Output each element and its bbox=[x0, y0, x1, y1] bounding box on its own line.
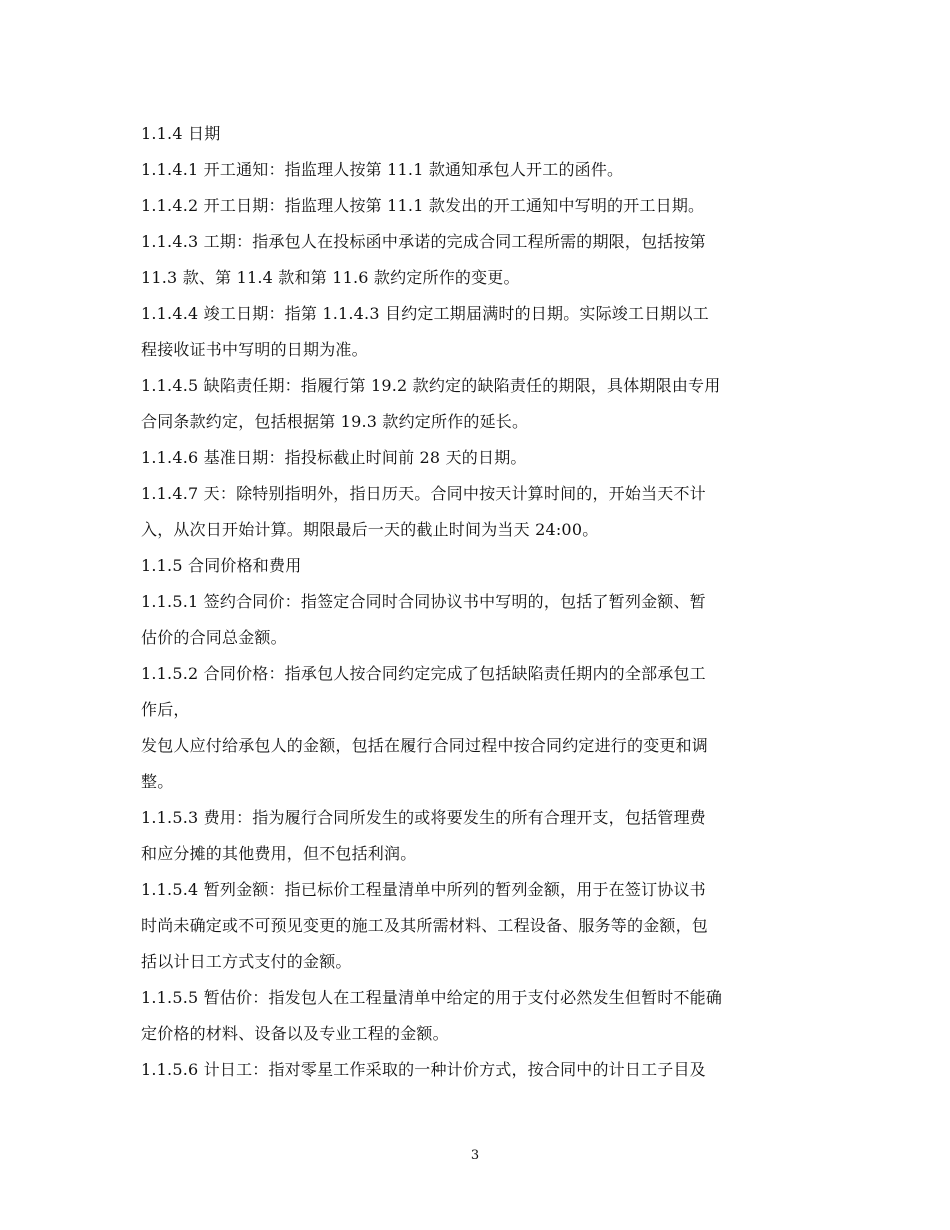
text-line: 1.1.5.5 暂估价：指发包人在工程量清单中给定的用于支付必然发生但暂时不能确 bbox=[141, 988, 723, 1007]
text-line: 作后， bbox=[141, 700, 190, 719]
text-line: 1.1.4.2 开工日期：指监理人按第 11.1 款发出的开工通知中写明的开工日期。 bbox=[141, 196, 705, 215]
text-line: 1.1.4.7 天：除特别指明外，指日历天。合同中按天计算时间的，开始当天不计 bbox=[141, 484, 706, 503]
text-line: 和应分摊的其他费用，但不包括利润。 bbox=[141, 844, 417, 863]
text-line: 发包人应付给承包人的金额，包括在履行合同过程中按合同约定进行的变更和调 bbox=[141, 736, 709, 755]
text-line: 整。 bbox=[141, 772, 174, 791]
heading-1-1-5: 1.1.5 合同价格和费用 bbox=[141, 556, 302, 575]
heading-1-1-4: 1.1.4 日期 bbox=[141, 124, 221, 143]
text-line: 入，从次日开始计算。期限最后一天的截止时间为当天 24:00。 bbox=[141, 520, 599, 539]
text-line: 时尚未确定或不可预见变更的施工及其所需材料、工程设备、服务等的金额，包 bbox=[141, 916, 709, 935]
text-line: 1.1.4.4 竣工日期：指第 1.1.4.3 目约定工期届满时的日期。实际竣工日期以工 bbox=[141, 304, 710, 323]
document-body bbox=[141, 116, 821, 1088]
text-line: 定价格的材料、设备以及专业工程的金额。 bbox=[141, 1024, 449, 1043]
text-line: 1.1.5.6 计日工：指对零星工作采取的一种计价方式，按合同中的计日工子目及 bbox=[141, 1060, 706, 1079]
text-line: 1.1.4.6 基准日期：指投标截止时间前 28 天的日期。 bbox=[141, 448, 527, 467]
text-line: 1.1.5.2 合同价格：指承包人按合同约定完成了包括缺陷责任期内的全部承包工 bbox=[141, 664, 706, 683]
text-line: 1.1.5.1 签约合同价：指签定合同时合同协议书中写明的，包括了暂列金额、暂 bbox=[141, 592, 706, 611]
page-number: 3 bbox=[470, 1148, 480, 1163]
text-line: 1.1.4.3 工期：指承包人在投标函中承诺的完成合同工程所需的期限，包括按第 bbox=[141, 232, 706, 251]
text-line: 估价的合同总金额。 bbox=[141, 628, 287, 647]
text-line: 程接收证书中写明的日期为准。 bbox=[141, 340, 368, 359]
text-line: 合同条款约定，包括根据第 19.3 款约定所作的延长。 bbox=[141, 412, 529, 431]
text-line: 11.3 款、第 11.4 款和第 11.6 款约定所作的变更。 bbox=[141, 268, 520, 287]
text-line: 括以计日工方式支付的金额。 bbox=[141, 952, 352, 971]
text-line: 1.1.5.4 暂列金额：指已标价工程量清单中所列的暂列金额，用于在签订协议书 bbox=[141, 880, 706, 899]
text-line: 1.1.5.3 费用：指为履行合同所发生的或将要发生的所有合理开支，包括管理费 bbox=[141, 808, 706, 827]
text-line: 1.1.4.1 开工通知：指监理人按第 11.1 款通知承包人开工的函件。 bbox=[141, 160, 624, 179]
text-line: 1.1.4.5 缺陷责任期：指履行第 19.2 款约定的缺陷责任的期限，具体期限由专用 bbox=[141, 376, 721, 395]
